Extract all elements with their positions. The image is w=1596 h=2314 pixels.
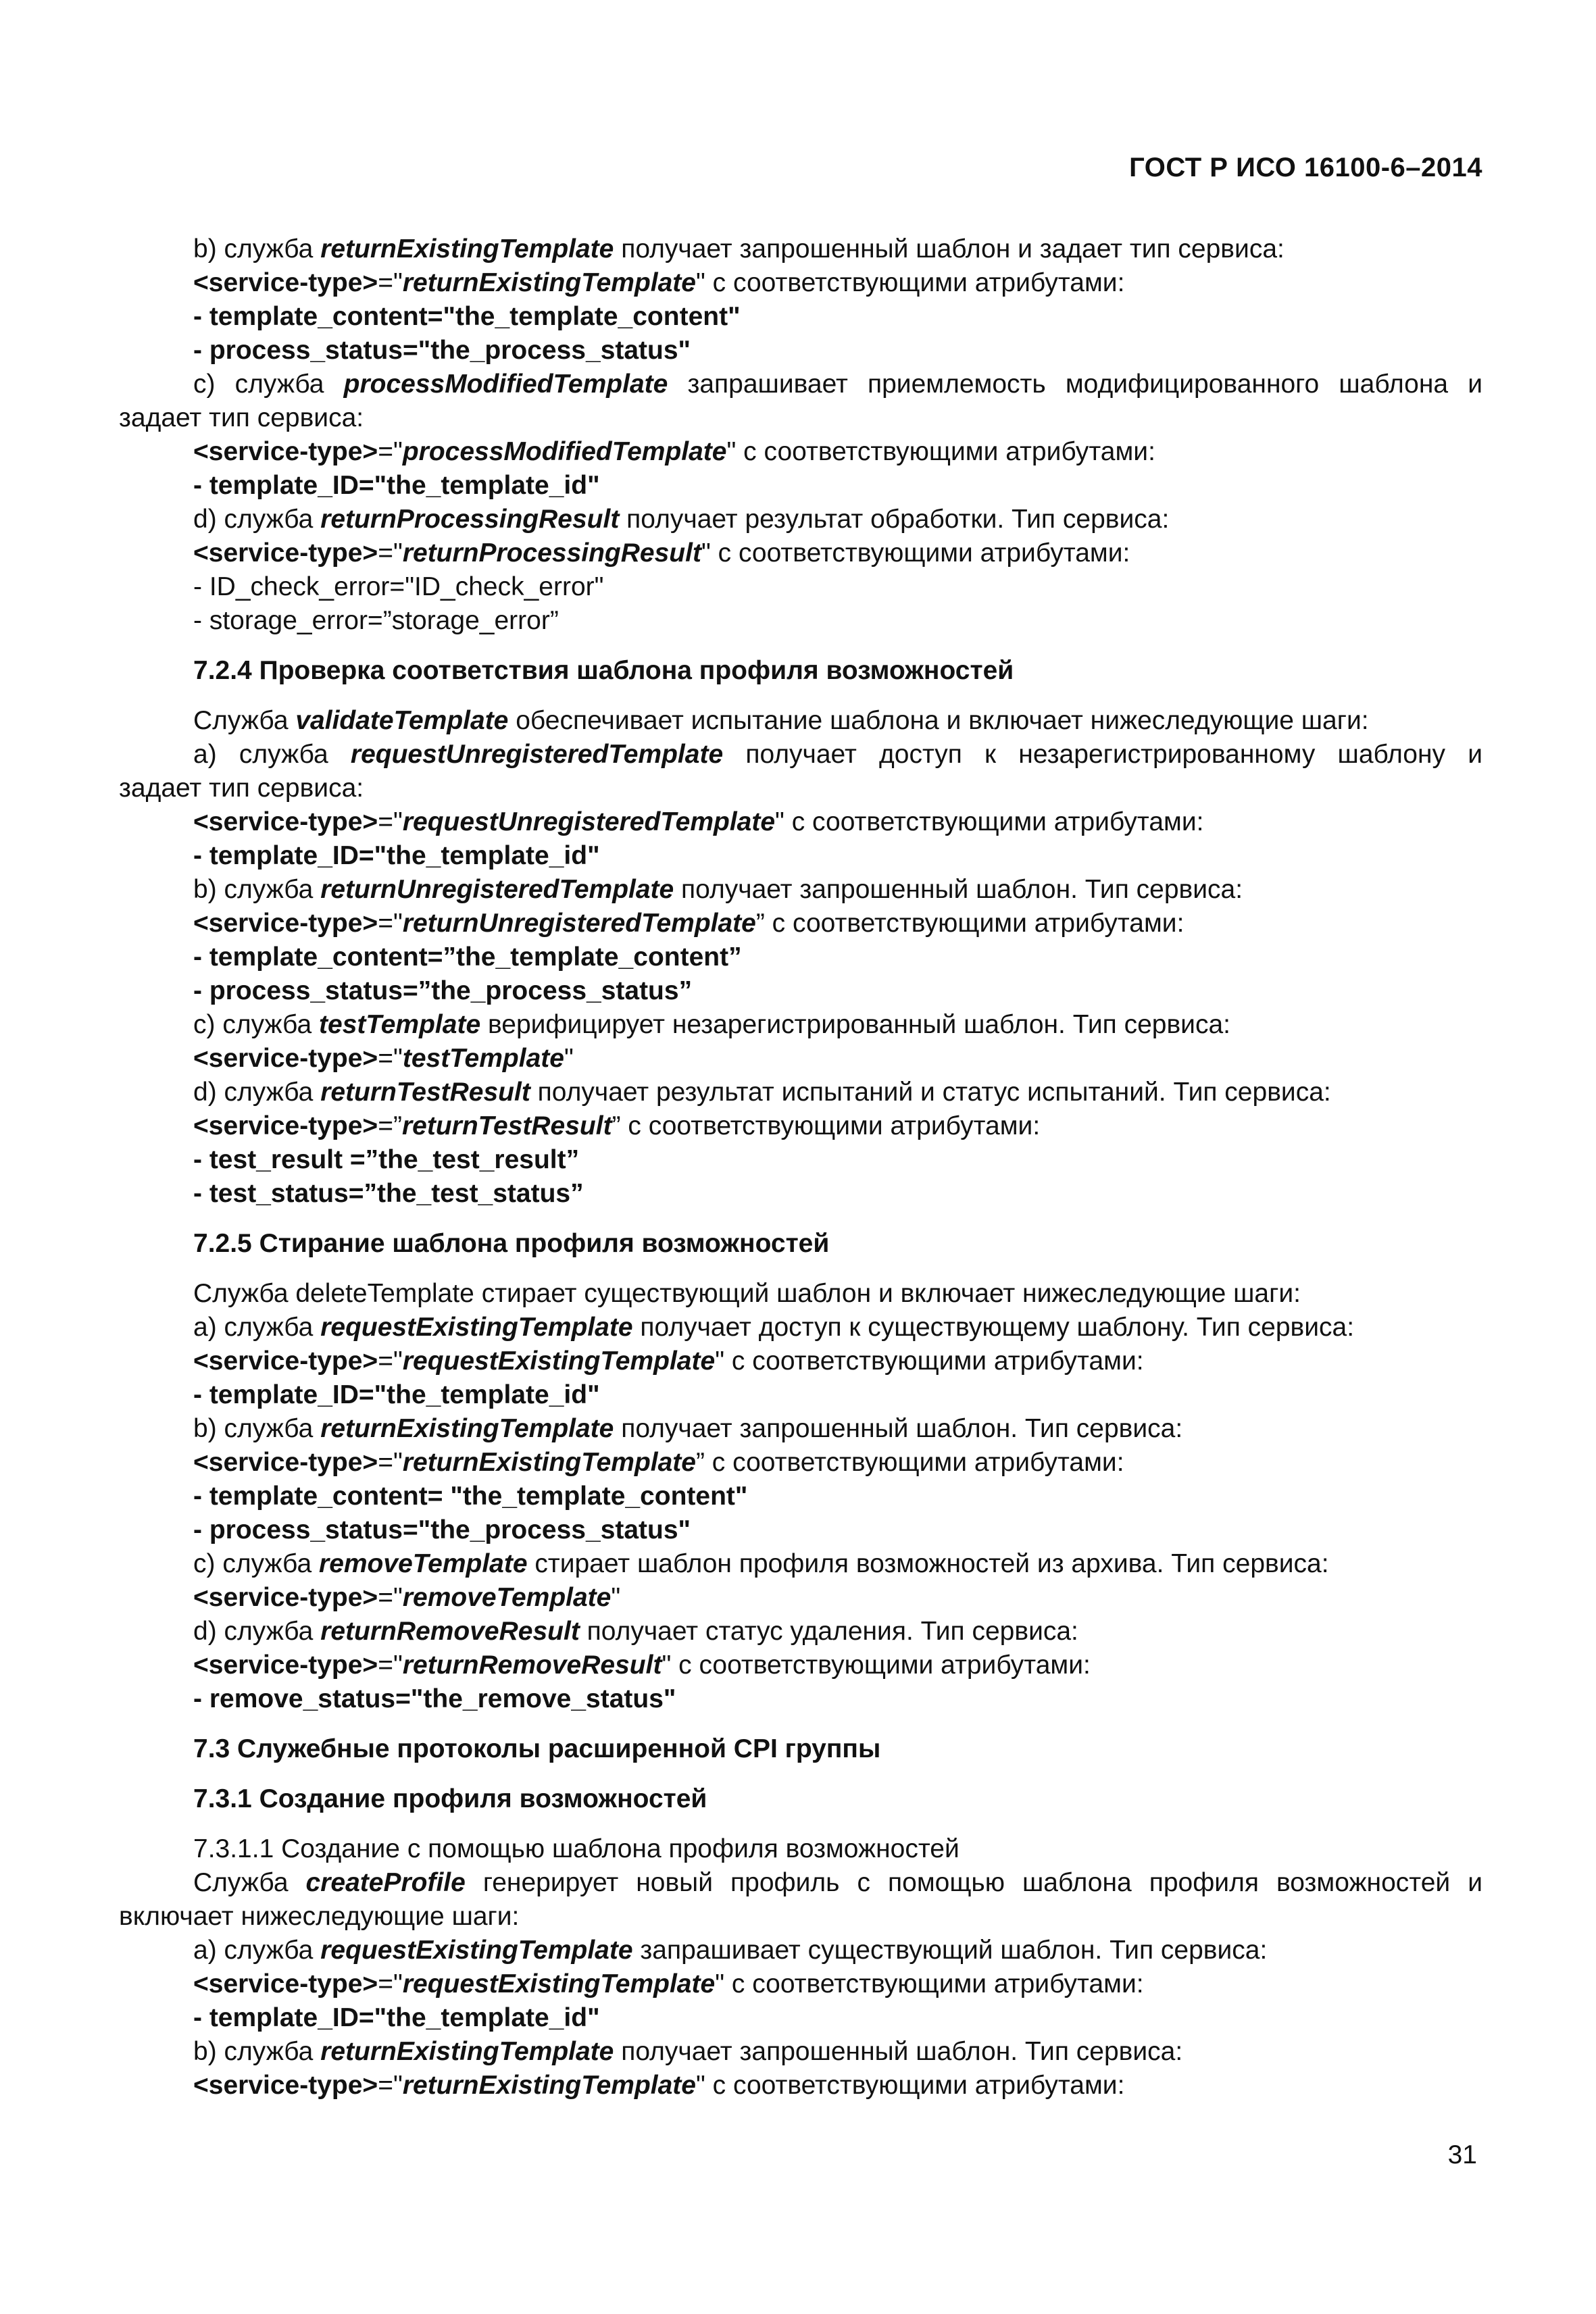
- page-number: 31: [1447, 2140, 1477, 2169]
- text-line: [119, 1615, 1482, 1649]
- text-line: [119, 1513, 1482, 1547]
- text-segment: a) служба: [193, 1936, 321, 1965]
- service-name: testTemplate: [402, 1044, 564, 1073]
- text-line: [119, 435, 1482, 469]
- text-segment: ” с соответствующими атрибутами:: [612, 1111, 1041, 1140]
- text-segment: <service-type>: [193, 437, 378, 466]
- text-line: [119, 334, 1482, 368]
- service-name: removeTemplate: [402, 1583, 612, 1612]
- text-line: [119, 1277, 1482, 1311]
- service-name: returnExistingTemplate: [320, 2037, 614, 2066]
- text-segment: задает тип сервиса:: [119, 774, 364, 803]
- text-segment: =": [378, 437, 403, 466]
- text-segment: <service-type>: [193, 1044, 378, 1073]
- document-body: [119, 232, 1482, 2103]
- text-segment: - process_status="the_process_status": [193, 1515, 691, 1544]
- text-segment: получает результат обработки. Тип сервиса:: [619, 505, 1170, 534]
- text-segment: - test_status=”the_test_status”: [193, 1179, 584, 1208]
- text-line: [119, 1967, 1482, 2001]
- text-segment: получает доступ к существующему шаблону. Тип сервиса:: [632, 1313, 1355, 1342]
- text-segment: a) служба: [193, 740, 351, 769]
- text-line: [119, 1934, 1482, 1967]
- text-line: [119, 1109, 1482, 1143]
- text-line: [119, 1446, 1482, 1480]
- text-segment: <service-type>: [193, 807, 378, 836]
- service-name: processModifiedTemplate: [402, 437, 727, 466]
- text-segment: получает запрошенный шаблон. Тип сервиса:: [614, 1414, 1183, 1443]
- text-line: [119, 266, 1482, 300]
- text-segment: =": [378, 807, 403, 836]
- text-line: [119, 805, 1482, 839]
- text-line: [119, 1311, 1482, 1344]
- text-segment: " с соответствующими атрибутами:: [695, 268, 1125, 297]
- text-line: [119, 469, 1482, 503]
- section-heading: [119, 1732, 1482, 1766]
- text-segment: - ID_check_error="ID_check_error": [193, 572, 604, 601]
- text-segment: d) служба: [193, 1617, 321, 1646]
- service-name: requestExistingTemplate: [320, 1936, 633, 1965]
- service-name: returnTestResult: [320, 1078, 530, 1107]
- service-name: returnExistingTemplate: [402, 2071, 696, 2100]
- text-segment: ” с соответствующими атрибутами:: [695, 1448, 1124, 1477]
- service-name: returnUnregisteredTemplate: [320, 875, 674, 904]
- service-name: testTemplate: [319, 1010, 481, 1039]
- text-segment: =": [378, 1969, 403, 1998]
- text-segment: Служба: [193, 1868, 306, 1897]
- text-segment: =": [378, 1044, 403, 1073]
- text-segment: =": [378, 1347, 403, 1376]
- text-segment: a) служба: [193, 1313, 321, 1342]
- text-line: [119, 1042, 1482, 1076]
- text-segment: <service-type>: [193, 1347, 378, 1376]
- text-segment: - template_ID="the_template_id": [193, 841, 600, 870]
- text-segment: Служба deleteTemplate стирает существующий шаблон и включает нижеследующие шаги:: [193, 1279, 1301, 1308]
- text-segment: b) служба: [193, 2037, 321, 2066]
- text-line: [119, 1177, 1482, 1211]
- text-line: [119, 873, 1482, 907]
- text-segment: 7.3 Служебные протоколы расширенной CPI группы: [193, 1734, 881, 1763]
- text-segment: <service-type>: [193, 538, 378, 568]
- text-segment: включает нижеследующие шаги:: [119, 1902, 520, 1931]
- text-line: [119, 536, 1482, 570]
- service-name: returnTestResult: [401, 1111, 612, 1140]
- text-segment: <service-type>: [193, 1448, 378, 1477]
- text-segment: ” с соответствующими атрибутами:: [755, 909, 1184, 938]
- section-heading: [119, 654, 1482, 688]
- text-segment: - remove_status="the_remove_status": [193, 1684, 676, 1713]
- text-segment: c) служба: [193, 370, 344, 399]
- text-segment: c) служба: [193, 1549, 320, 1578]
- text-segment: <service-type>: [193, 1583, 378, 1612]
- text-segment: <service-type>: [193, 1651, 378, 1680]
- text-segment: генерирует новый профиль с помощью шаблона профиля возможностей и: [465, 1868, 1482, 1897]
- text-line: [119, 1412, 1482, 1446]
- text-segment: стирает шаблон профиля возможностей из архива. Тип сервиса:: [527, 1549, 1329, 1578]
- text-line: [119, 738, 1482, 772]
- text-line: [119, 1649, 1482, 1682]
- text-segment: c) служба: [193, 1010, 320, 1039]
- text-line: [119, 1378, 1482, 1412]
- text-segment: получает доступ к незарегистрированному шаблону и: [723, 740, 1482, 769]
- service-name: returnExistingTemplate: [320, 234, 614, 263]
- document-header: ГОСТ Р ИСО 16100-6–2014: [1129, 153, 1482, 182]
- text-line: [119, 1866, 1482, 1900]
- text-segment: <service-type>: [193, 1111, 378, 1140]
- text-segment: - template_ID="the_template_id": [193, 2003, 600, 2032]
- text-segment: " с соответствующими атрибутами:: [701, 538, 1130, 568]
- text-line: [119, 604, 1482, 638]
- text-segment: =": [378, 1448, 403, 1477]
- text-segment: - template_content= "the_template_content": [193, 1482, 748, 1511]
- section-heading: [119, 1227, 1482, 1261]
- text-segment: запрашивает существующий шаблон. Тип сервиса:: [632, 1936, 1268, 1965]
- text-line: [119, 1076, 1482, 1109]
- text-line: [119, 1008, 1482, 1042]
- text-segment: - template_ID="the_template_id": [193, 1380, 600, 1409]
- text-segment: =": [378, 1651, 403, 1680]
- text-segment: d) служба: [193, 1078, 321, 1107]
- text-line: [119, 1581, 1482, 1615]
- text-segment: b) служба: [193, 1414, 321, 1443]
- text-segment: =”: [378, 1111, 402, 1140]
- text-line: [119, 974, 1482, 1008]
- text-segment: обеспечивает испытание шаблона и включает нижеследующие шаги:: [508, 706, 1369, 735]
- text-segment: получает результат испытаний и статус испытаний. Тип сервиса:: [530, 1078, 1331, 1107]
- text-line: [119, 2069, 1482, 2103]
- service-name: requestExistingTemplate: [402, 1347, 716, 1376]
- text-segment: - template_content=”the_template_content”: [193, 942, 742, 972]
- text-line: [119, 1480, 1482, 1513]
- text-segment: b) служба: [193, 875, 321, 904]
- text-line: [119, 907, 1482, 940]
- text-segment: " с соответствующими атрибутами:: [726, 437, 1155, 466]
- text-segment: - template_content="the_template_content": [193, 302, 741, 331]
- section-heading: [119, 1782, 1482, 1816]
- text-segment: 7.2.4 Проверка соответствия шаблона профиля возможностей: [193, 656, 1014, 685]
- service-name: returnExistingTemplate: [320, 1414, 614, 1443]
- service-name: returnRemoveResult: [320, 1617, 580, 1646]
- text-segment: - process_status="the_process_status": [193, 336, 691, 365]
- text-line: [119, 503, 1482, 536]
- text-segment: <service-type>: [193, 909, 378, 938]
- text-segment: - process_status=”the_process_status”: [193, 976, 693, 1005]
- text-segment: Служба: [193, 706, 296, 735]
- text-line: [119, 232, 1482, 266]
- text-segment: =": [378, 1583, 403, 1612]
- service-name: returnRemoveResult: [402, 1651, 662, 1680]
- text-segment: получает запрошенный шаблон. Тип сервиса:: [614, 2037, 1183, 2066]
- text-segment: =": [378, 909, 403, 938]
- service-name: requestUnregisteredTemplate: [402, 807, 776, 836]
- service-name: validateTemplate: [295, 706, 509, 735]
- text-line: [119, 772, 1482, 805]
- text-segment: <service-type>: [193, 268, 378, 297]
- text-segment: - template_ID="the_template_id": [193, 471, 600, 500]
- text-segment: запрашивает приемлемость модифицированного шаблона и: [668, 370, 1482, 399]
- text-line: [119, 1900, 1482, 1934]
- text-segment: ": [611, 1583, 621, 1612]
- text-segment: " с соответствующими атрибутами:: [662, 1651, 1091, 1680]
- service-name: returnExistingTemplate: [402, 268, 696, 297]
- text-line: [119, 368, 1482, 401]
- service-name: createProfile: [305, 1868, 466, 1897]
- text-segment: b) служба: [193, 234, 321, 263]
- service-name: removeTemplate: [319, 1549, 528, 1578]
- text-line: [119, 1832, 1482, 1866]
- text-segment: " с соответствующими атрибутами:: [695, 2071, 1125, 2100]
- text-segment: " с соответствующими атрибутами:: [715, 1347, 1144, 1376]
- text-segment: получает статус удаления. Тип сервиса:: [579, 1617, 1078, 1646]
- text-line: [119, 940, 1482, 974]
- text-segment: d) служба: [193, 505, 321, 534]
- text-segment: <service-type>: [193, 1969, 378, 1998]
- service-name: returnUnregisteredTemplate: [402, 909, 756, 938]
- text-segment: получает запрошенный шаблон. Тип сервиса:: [674, 875, 1243, 904]
- text-segment: - storage_error=”storage_error”: [193, 606, 559, 635]
- service-name: returnProcessingResult: [320, 505, 620, 534]
- text-segment: - test_result =”the_test_result”: [193, 1145, 580, 1174]
- text-line: [119, 1344, 1482, 1378]
- text-line: [119, 300, 1482, 334]
- text-segment: ": [564, 1044, 574, 1073]
- service-name: requestExistingTemplate: [402, 1969, 716, 1998]
- text-line: [119, 1547, 1482, 1581]
- text-segment: получает запрошенный шаблон и задает тип сервиса:: [614, 234, 1285, 263]
- text-segment: <service-type>: [193, 2071, 378, 2100]
- text-segment: =": [378, 2071, 403, 2100]
- text-segment: " с соответствующими атрибутами:: [775, 807, 1204, 836]
- text-line: [119, 1682, 1482, 1716]
- text-line: [119, 704, 1482, 738]
- text-line: [119, 570, 1482, 604]
- text-segment: верифицирует незарегистрированный шаблон. Тип сервиса:: [480, 1010, 1230, 1039]
- text-segment: " с соответствующими атрибутами:: [715, 1969, 1144, 1998]
- text-line: [119, 2035, 1482, 2069]
- text-segment: =": [378, 538, 403, 568]
- text-segment: 7.3.1.1 Создание с помощью шаблона профиля возможностей: [193, 1834, 959, 1863]
- service-name: processModifiedTemplate: [343, 370, 668, 399]
- service-name: requestExistingTemplate: [320, 1313, 633, 1342]
- text-segment: 7.3.1 Создание профиля возможностей: [193, 1784, 707, 1813]
- text-segment: =": [378, 268, 403, 297]
- text-line: [119, 2001, 1482, 2035]
- text-line: [119, 401, 1482, 435]
- text-line: [119, 839, 1482, 873]
- service-name: returnProcessingResult: [402, 538, 701, 568]
- service-name: returnExistingTemplate: [402, 1448, 696, 1477]
- service-name: requestUnregisteredTemplate: [350, 740, 724, 769]
- text-segment: 7.2.5 Стирание шаблона профиля возможностей: [193, 1229, 830, 1258]
- text-segment: задает тип сервиса:: [119, 403, 364, 432]
- text-line: [119, 1143, 1482, 1177]
